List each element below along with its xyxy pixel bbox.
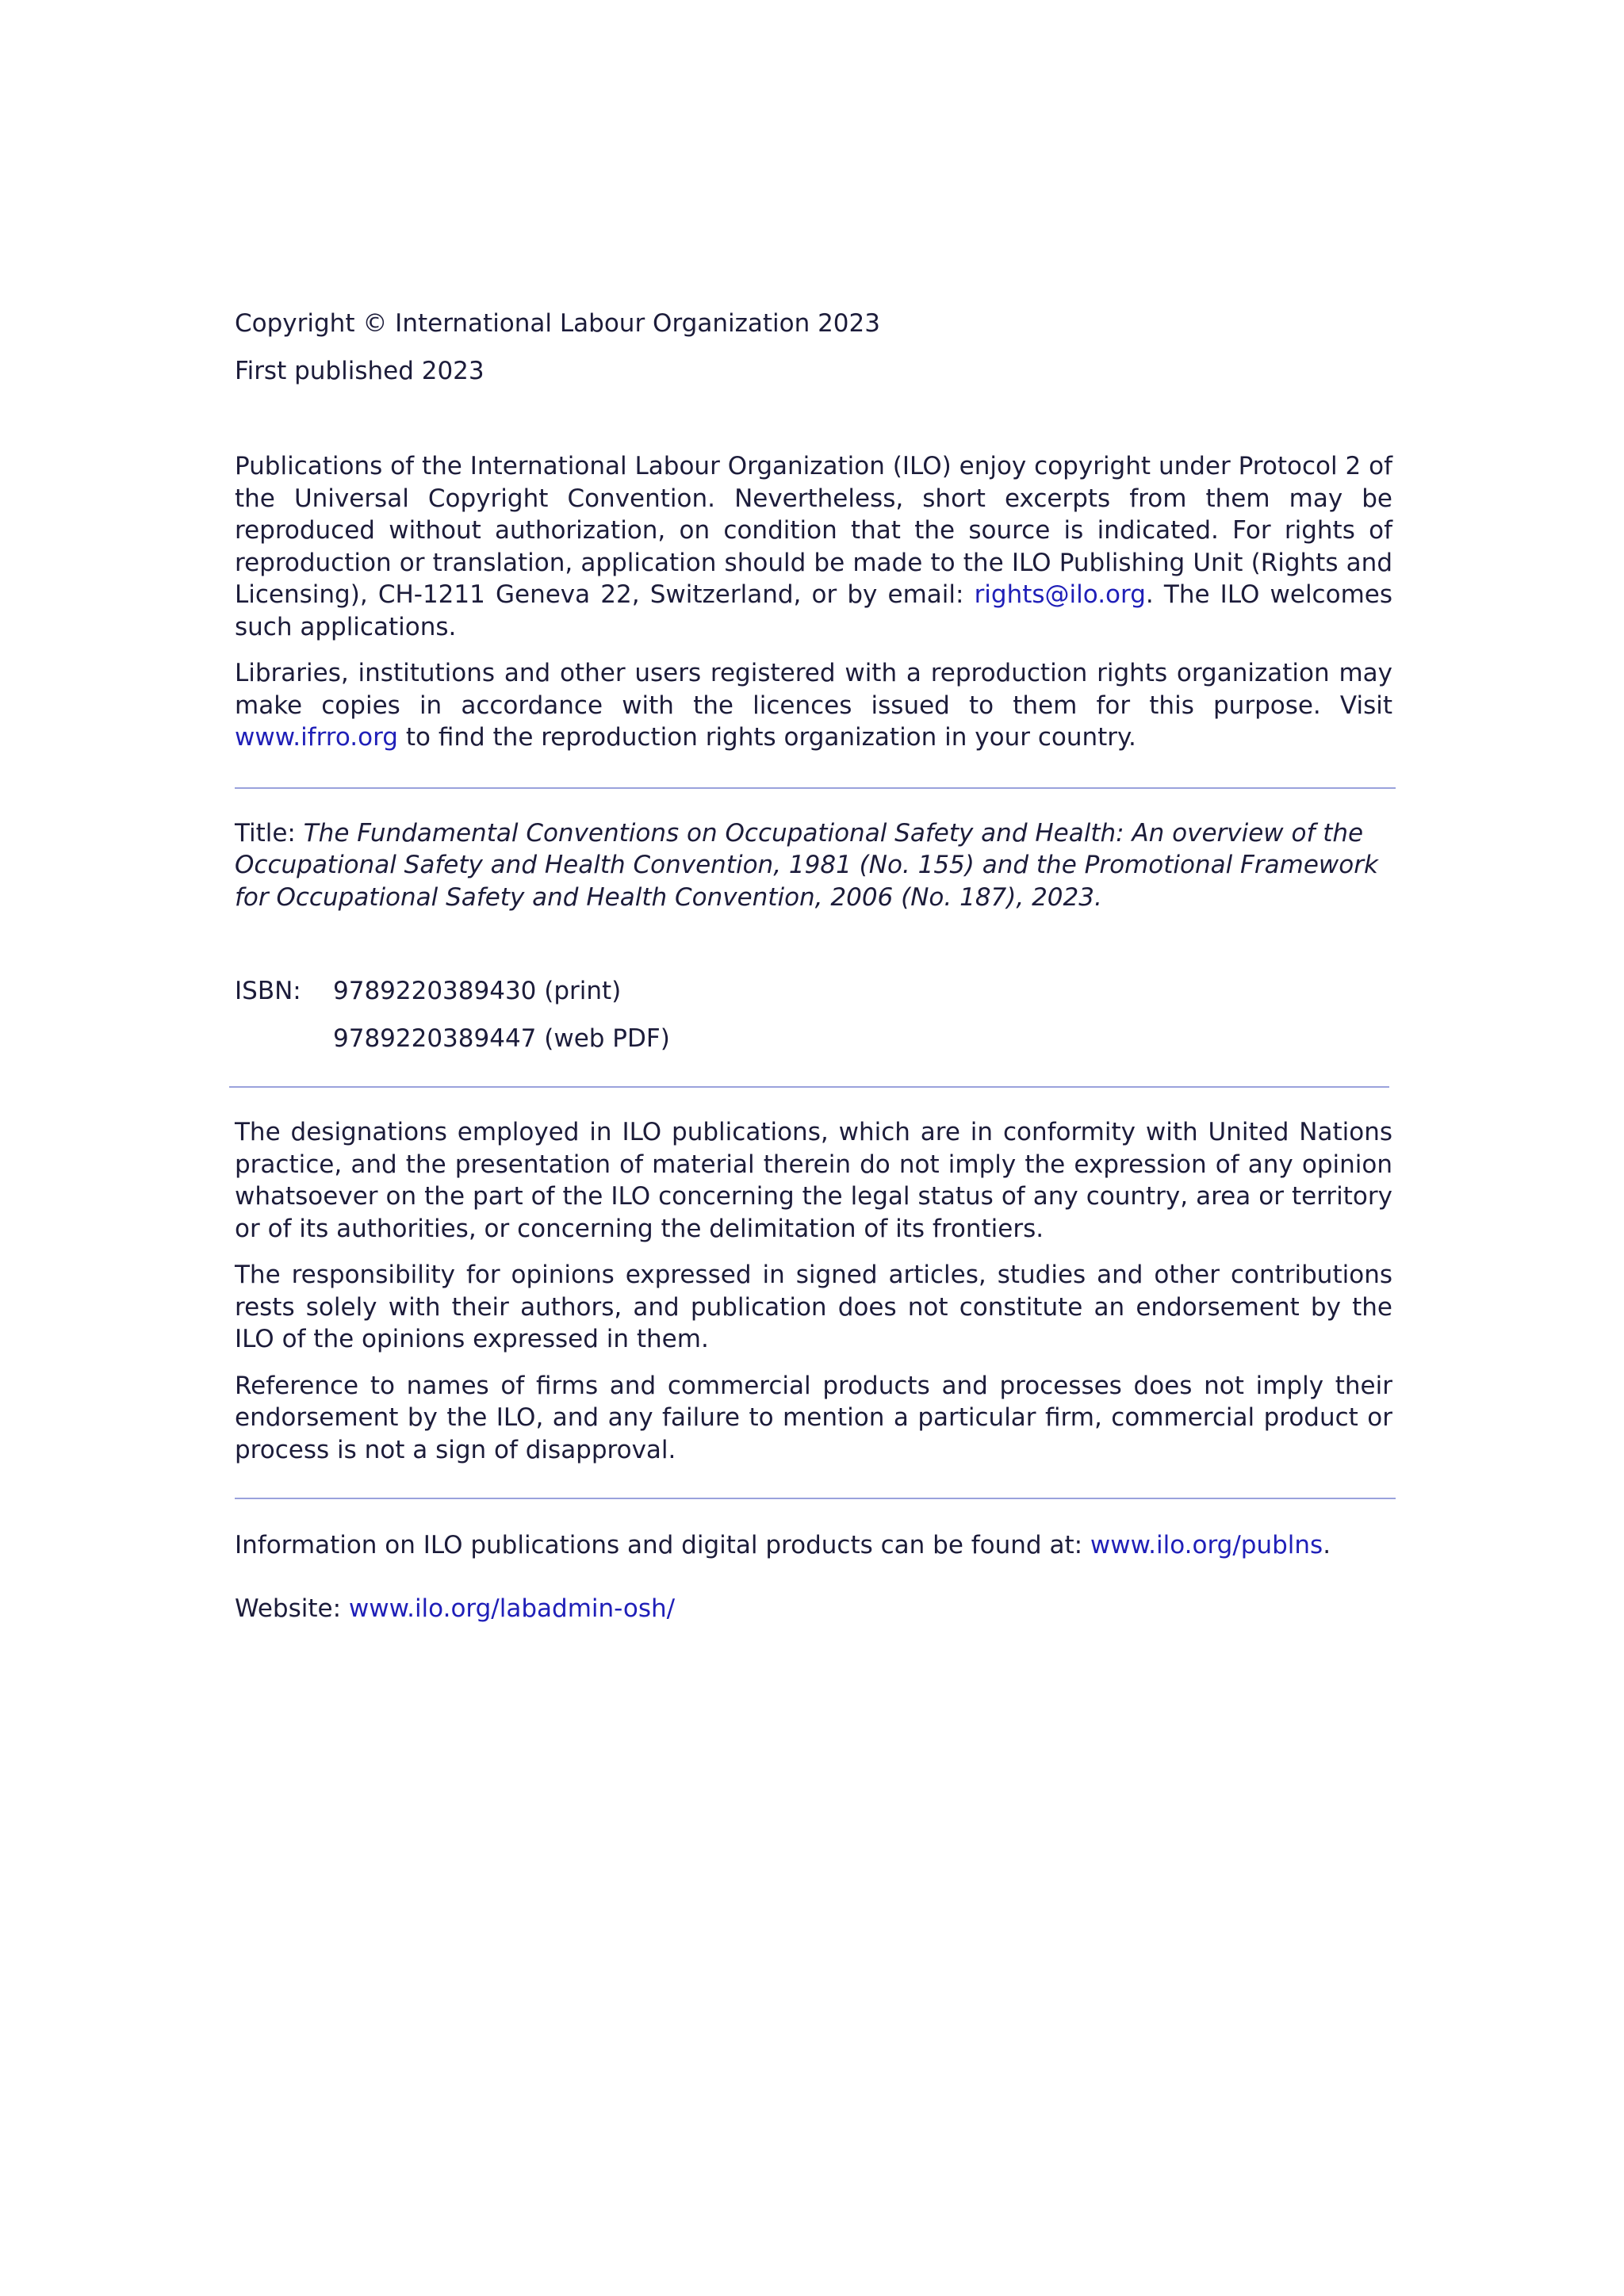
divider-2 (229, 1086, 1389, 1088)
copyright-line: Copyright © International Labour Organization 2023 (235, 309, 880, 338)
reference-paragraph: Reference to names of firms and commercial products and processes does not imply their endorsement by the ILO, and any failure to mention a particular firm, commercial product or process is not a sign of disapproval. (235, 1371, 1392, 1464)
website-line (235, 1593, 1392, 1624)
publications-link[interactable]: www.ilo.org/publns (1090, 1531, 1323, 1559)
divider-3 (235, 1498, 1396, 1499)
publications-info-text: Information on ILO publications and digital products can be found at: (235, 1531, 1090, 1559)
isbn-print: 9789220389430 (print) (333, 977, 622, 1005)
first-published-line: First published 2023 (235, 357, 485, 385)
publications-info-line (235, 1529, 1392, 1561)
rights-paragraph-text: Publications of the International Labour Organization (ILO) enjoy copyright under Protocol 2 of the Universal Copyright Convention. Nevertheless, short excerpts from them may be reproduced without authorization, on condition that the source is indicated. For rights of reproduction or translation, application should be made to the ILO Publishing Unit (Rights and Licensing), CH-1211 Geneva 22, Switzerland, or by email: (235, 452, 1392, 609)
rights-paragraph (235, 450, 1392, 643)
designations-paragraph: The designations employed in ILO publications, which are in conformity with United Nations practice, and the presentation of material therein do not imply the expression of any opinion whatsoever on the part of the ILO concerning the legal status of any country, area or territory or of its authorities, or concerning the delimitation of its frontiers. (235, 1118, 1392, 1243)
isbn-print-row (235, 975, 1392, 1007)
libraries-paragraph-end: to find the reproduction rights organization in your country. (397, 723, 1136, 752)
libraries-paragraph-text: Libraries, institutions and other users registered with a reproduction rights organization may make copies in accordance with the licences issued to them for this purpose. Visit (235, 659, 1392, 720)
ifrro-link[interactable]: www.ifrro.org (235, 723, 398, 752)
website-label: Website: (235, 1594, 349, 1623)
isbn-web: 9789220389447 (web PDF) (333, 1024, 670, 1053)
responsibility-paragraph: The responsibility for opinions expressed in signed articles, studies and other contributions rests solely with their authors, and publication does not constitute an endorsement by the ILO of the opinions expressed in them. (235, 1261, 1392, 1353)
isbn-web-row (235, 1023, 1392, 1054)
publication-title: The Fundamental Conventions on Occupational Safety and Health: An overview of the Occupational Safety and Health Convention, 1981 (No. 155) and the Promotional Framework for Occupational Safety and Health Convention, 2006 (No. 187), 2023. (235, 818, 1378, 912)
isbn-label-spacer (235, 1023, 333, 1054)
rights-email-link[interactable]: rights@ilo.org (974, 580, 1146, 609)
title-label: Title: (235, 818, 304, 848)
title-paragraph (235, 817, 1392, 914)
website-link[interactable]: www.ilo.org/labadmin-osh/ (348, 1594, 676, 1623)
isbn-label: ISBN: (235, 977, 301, 1005)
divider-1 (235, 787, 1396, 789)
publications-info-end: . (1323, 1531, 1331, 1559)
copyright-page (235, 308, 1392, 1624)
rights-paragraph-end: . The ILO welcomes such applications. (235, 580, 1392, 641)
libraries-paragraph (235, 657, 1392, 754)
